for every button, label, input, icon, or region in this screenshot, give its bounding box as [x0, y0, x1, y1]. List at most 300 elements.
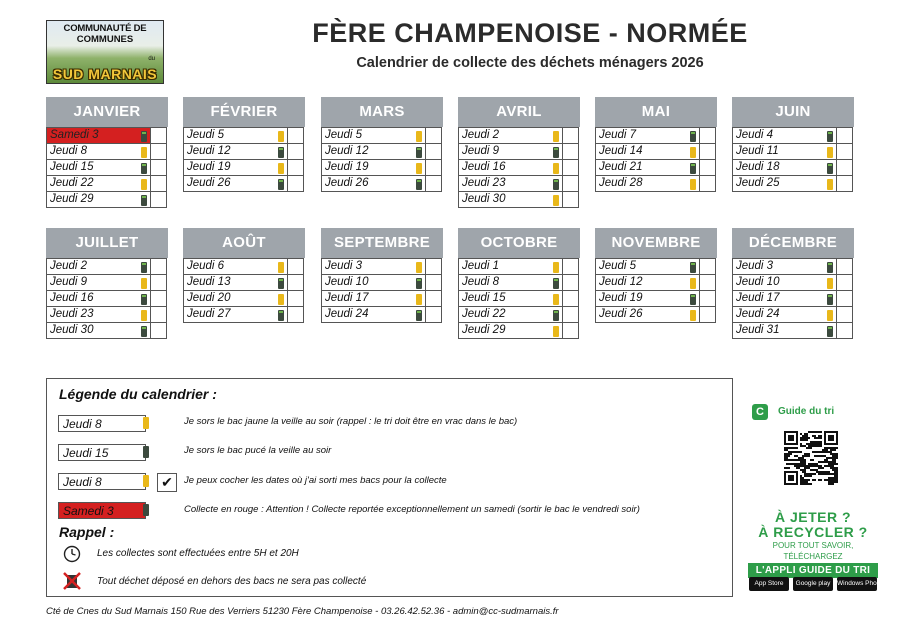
collection-date-label: Jeudi 2 [462, 129, 500, 141]
month-header: FÉVRIER [183, 97, 305, 127]
yellow-bin-icon [827, 310, 833, 321]
collection-date-label: Jeudi 31 [736, 324, 780, 336]
collection-date-label: Jeudi 12 [325, 145, 369, 157]
green-bin-icon [690, 294, 696, 305]
collection-date-cell [459, 259, 563, 275]
collection-date-label: Jeudi 17 [736, 292, 780, 304]
collection-date-cell [459, 192, 563, 208]
rappel-text-dumping: Tout déchet déposé en dehors des bacs ne sera pas collecté [97, 576, 367, 587]
collection-date-cell [596, 128, 700, 144]
collection-row [596, 307, 716, 323]
collection-date-cell [459, 323, 563, 339]
collection-row [733, 275, 853, 291]
legend-date-box-red: Samedi 3 [58, 502, 146, 519]
collection-date-cell [184, 160, 288, 176]
promo-line-4: L'APPLI GUIDE DU TRI [748, 563, 878, 578]
check-box[interactable] [288, 160, 304, 176]
collection-date-label: Jeudi 12 [599, 276, 643, 288]
collection-date-cell [596, 259, 700, 275]
collection-date-cell [459, 128, 563, 144]
check-box[interactable] [837, 307, 853, 323]
yellow-bin-icon [416, 294, 422, 305]
collection-date-cell [596, 176, 700, 192]
collection-date-cell [322, 307, 426, 323]
check-box[interactable] [426, 176, 442, 192]
check-box[interactable] [700, 275, 716, 291]
collection-row [47, 307, 167, 323]
collection-date-label: Jeudi 11 [736, 145, 779, 157]
collection-row [184, 176, 304, 192]
collection-date-cell [184, 128, 288, 144]
page-subtitle: Calendrier de collecte des déchets ménagers 2026 [356, 55, 704, 71]
month-header: JUILLET [46, 228, 168, 258]
green-bin-icon [827, 294, 833, 305]
checkmark-icon[interactable]: ✔ [157, 473, 177, 492]
logo-line-1: COMMUNAUTÉ DE [63, 23, 147, 34]
collection-row [596, 176, 716, 192]
check-box[interactable] [288, 307, 304, 323]
collection-date-cell [459, 160, 563, 176]
check-box[interactable] [151, 192, 167, 208]
check-box[interactable] [288, 275, 304, 291]
collection-row [733, 259, 853, 275]
month-block [732, 228, 854, 339]
check-box[interactable] [151, 259, 167, 275]
collection-date-cell [47, 259, 151, 275]
green-bin-icon [553, 278, 559, 289]
collection-date-label: Jeudi 26 [325, 177, 369, 189]
check-box[interactable] [288, 176, 304, 192]
collection-row [47, 259, 167, 275]
legend-date-box: Jeudi 15 [58, 444, 146, 461]
yellow-bin-icon [416, 163, 422, 174]
collection-date-label: Jeudi 16 [50, 292, 94, 304]
collection-date-cell [596, 144, 700, 160]
collection-row [322, 176, 442, 192]
collection-date-label: Jeudi 29 [50, 193, 94, 205]
check-box[interactable] [700, 128, 716, 144]
collection-date-label: Jeudi 23 [50, 308, 94, 320]
community-logo [46, 20, 164, 84]
check-box[interactable] [837, 144, 853, 160]
collection-row [459, 192, 579, 208]
collection-date-cell [47, 275, 151, 291]
collection-row [47, 144, 167, 160]
collection-date-cell [459, 176, 563, 192]
check-box[interactable] [563, 144, 579, 160]
collection-date-label: Jeudi 22 [462, 308, 506, 320]
promo-line-3: POUR TOUT SAVOIR, TÉLÉCHARGEZ [772, 541, 854, 561]
collection-date-label: Jeudi 16 [462, 161, 506, 173]
collection-date-label: Jeudi 6 [187, 260, 225, 272]
collection-row [459, 128, 579, 144]
collection-date-cell [47, 176, 151, 192]
collection-date-cell [322, 291, 426, 307]
legend-date-box: Jeudi 8 [58, 415, 146, 432]
yellow-bin-icon [690, 278, 696, 289]
page-title: FÈRE CHAMPENOISE - NORMÉE [312, 18, 748, 48]
check-box[interactable] [151, 160, 167, 176]
month-block [458, 228, 580, 339]
app-promo [746, 510, 880, 578]
green-bin-icon [141, 195, 147, 206]
yellow-bin-icon [278, 131, 284, 142]
green-bin-icon [416, 310, 422, 321]
collection-date-label: Jeudi 8 [50, 145, 88, 157]
check-box[interactable] [700, 307, 716, 323]
yellow-bin-icon [553, 326, 559, 337]
green-bin-icon [141, 294, 147, 305]
rappel-text-hours: Les collectes sont effectuées entre 5H et 20H [97, 548, 299, 559]
collection-date-label: Jeudi 28 [599, 177, 643, 189]
collection-row [322, 291, 442, 307]
green-bin-icon [553, 310, 559, 321]
check-box[interactable] [563, 176, 579, 192]
collection-date-label: Jeudi 19 [325, 161, 369, 173]
month-header: AOÛT [183, 228, 305, 258]
collection-date-cell [47, 291, 151, 307]
collection-date-cell [47, 128, 151, 144]
collection-row [459, 176, 579, 192]
green-bin-icon [553, 147, 559, 158]
collection-row [47, 192, 167, 208]
month-header: MAI [595, 97, 717, 127]
yellow-bin-icon [553, 195, 559, 206]
collection-date-label: Jeudi 14 [599, 145, 643, 157]
collection-row [459, 307, 579, 323]
month-block [321, 97, 443, 192]
collection-row [733, 176, 853, 192]
month-header: SEPTEMBRE [321, 228, 443, 258]
check-box[interactable] [151, 176, 167, 192]
check-box[interactable] [563, 307, 579, 323]
green-bin-icon [690, 163, 696, 174]
check-box[interactable] [426, 144, 442, 160]
collection-row [596, 291, 716, 307]
collection-date-cell [596, 307, 700, 323]
check-box[interactable] [563, 160, 579, 176]
rappel-title: Rappel : [59, 524, 115, 540]
green-bin-icon [141, 131, 147, 142]
yellow-bin-icon [141, 310, 147, 321]
legend-text-check: Je peux cocher les dates où j'ai sorti mes bacs pour la collecte [184, 475, 447, 486]
yellow-bin-icon [416, 262, 422, 273]
collection-date-label: Jeudi 9 [462, 145, 500, 157]
collection-date-cell [184, 307, 288, 323]
collection-date-label: Jeudi 24 [325, 308, 369, 320]
green-bin-icon [278, 278, 284, 289]
logo-line-3: du [148, 56, 155, 62]
check-box[interactable] [837, 259, 853, 275]
green-bin-icon [278, 147, 284, 158]
collection-date-cell [184, 176, 288, 192]
collection-date-label: Jeudi 10 [325, 276, 369, 288]
collection-date-label: Jeudi 3 [736, 260, 774, 272]
collection-date-cell [184, 144, 288, 160]
collection-date-cell [459, 291, 563, 307]
yellow-bin-icon [690, 310, 696, 321]
yellow-bin-icon [553, 262, 559, 273]
month-block [595, 228, 717, 323]
collection-row [184, 144, 304, 160]
month-block [46, 228, 168, 339]
collection-date-label: Jeudi 23 [462, 177, 506, 189]
google-play-badge[interactable]: Google play [793, 577, 833, 591]
yellow-bin-icon [278, 262, 284, 273]
collection-date-cell [47, 307, 151, 323]
collection-row [47, 323, 167, 339]
check-box[interactable] [426, 128, 442, 144]
green-bin-icon [827, 326, 833, 337]
check-box[interactable] [700, 259, 716, 275]
collection-row [322, 144, 442, 160]
collection-row [733, 323, 853, 339]
check-box[interactable] [837, 176, 853, 192]
collection-date-cell [596, 275, 700, 291]
app-store-badge[interactable]: App Store [749, 577, 789, 591]
check-box[interactable] [151, 275, 167, 291]
check-box[interactable] [563, 128, 579, 144]
month-header: JUIN [732, 97, 854, 127]
store-badges [749, 577, 884, 591]
check-box[interactable] [288, 291, 304, 307]
collection-date-cell [184, 275, 288, 291]
check-box[interactable] [151, 128, 167, 144]
collection-date-label: Jeudi 13 [187, 276, 231, 288]
collection-row [733, 291, 853, 307]
collection-date-label: Jeudi 5 [325, 129, 363, 141]
check-box[interactable] [151, 144, 167, 160]
check-box[interactable] [563, 275, 579, 291]
collection-date-label: Jeudi 26 [599, 308, 643, 320]
legend-date-box: Jeudi 8 [58, 473, 146, 490]
collection-date-label: Jeudi 8 [462, 276, 500, 288]
collection-row [322, 259, 442, 275]
green-bin-icon [827, 131, 833, 142]
collection-date-cell [733, 176, 837, 192]
month-block [732, 97, 854, 192]
check-box[interactable] [700, 176, 716, 192]
yellow-bin-icon [553, 294, 559, 305]
check-box[interactable] [837, 160, 853, 176]
collection-row [596, 128, 716, 144]
legend-panel [46, 378, 733, 597]
check-box[interactable] [426, 291, 442, 307]
promo-line-2: À RECYCLER ? [758, 524, 868, 540]
collection-date-cell [459, 307, 563, 323]
collection-date-label: Jeudi 9 [50, 276, 88, 288]
month-block [321, 228, 443, 323]
month-header: MARS [321, 97, 443, 127]
collection-row [596, 259, 716, 275]
check-box[interactable] [563, 259, 579, 275]
green-bin-icon [141, 262, 147, 273]
check-box[interactable] [837, 275, 853, 291]
promo-line-1: À JETER ? [774, 509, 852, 525]
collection-date-label: Jeudi 10 [736, 276, 780, 288]
windows-phone-badge[interactable]: Windows Phone [837, 577, 877, 591]
green-bin-icon [416, 179, 422, 190]
check-box[interactable] [837, 323, 853, 339]
legend-title: Légende du calendrier : [59, 386, 217, 402]
collection-date-cell [322, 275, 426, 291]
yellow-bin-icon [141, 278, 147, 289]
collection-date-cell [47, 323, 151, 339]
collection-row [47, 176, 167, 192]
collection-row [459, 144, 579, 160]
yellow-bin-icon [827, 278, 833, 289]
collection-row [184, 307, 304, 323]
collection-date-cell [322, 160, 426, 176]
collection-row [184, 275, 304, 291]
collection-row [459, 275, 579, 291]
month-block [183, 228, 305, 323]
collection-date-label: Jeudi 30 [462, 193, 506, 205]
collection-date-cell [184, 259, 288, 275]
check-box[interactable] [700, 144, 716, 160]
guide-du-tri-icon: C [752, 404, 768, 420]
collection-row [322, 307, 442, 323]
collection-date-cell [184, 291, 288, 307]
collection-date-label: Jeudi 18 [736, 161, 780, 173]
legend-text-green: Je sors le bac pucé la veille au soir [184, 445, 332, 456]
check-box[interactable] [288, 144, 304, 160]
yellow-bin-icon [143, 417, 149, 429]
no-dumping-icon [63, 572, 81, 590]
collection-date-label: Jeudi 4 [736, 129, 774, 141]
check-box[interactable] [563, 192, 579, 208]
collection-date-cell [459, 144, 563, 160]
green-bin-icon [690, 131, 696, 142]
month-header: JANVIER [46, 97, 168, 127]
collection-date-cell [733, 144, 837, 160]
collection-row [733, 160, 853, 176]
collection-date-cell [47, 160, 151, 176]
collection-date-label: Jeudi 2 [50, 260, 88, 272]
collection-date-label: Jeudi 3 [325, 260, 363, 272]
collection-date-cell [322, 259, 426, 275]
collection-date-cell [596, 291, 700, 307]
green-bin-icon [690, 262, 696, 273]
collection-date-cell [733, 259, 837, 275]
check-box[interactable] [426, 160, 442, 176]
green-bin-icon [141, 163, 147, 174]
yellow-bin-icon [553, 163, 559, 174]
check-box[interactable] [426, 307, 442, 323]
collection-row [733, 307, 853, 323]
collection-row [47, 291, 167, 307]
collection-date-label: Jeudi 1 [462, 260, 500, 272]
collection-row [459, 259, 579, 275]
month-header: OCTOBRE [458, 228, 580, 258]
collection-date-cell [733, 160, 837, 176]
yellow-bin-icon [141, 179, 147, 190]
collection-date-cell [733, 128, 837, 144]
yellow-bin-icon [278, 163, 284, 174]
collection-date-label: Jeudi 21 [599, 161, 643, 173]
green-bin-icon [553, 179, 559, 190]
collection-date-cell [733, 275, 837, 291]
green-bin-icon [416, 278, 422, 289]
collection-date-label: Jeudi 26 [187, 177, 231, 189]
month-block [595, 97, 717, 192]
check-box[interactable] [426, 259, 442, 275]
green-bin-icon [141, 326, 147, 337]
check-box[interactable] [563, 291, 579, 307]
legend-text-yellow: Je sors le bac jaune la veille au soir (rappel : le tri doit être en vrac dans le bac) [184, 416, 518, 427]
check-box[interactable] [151, 291, 167, 307]
qr-code[interactable] [784, 431, 838, 485]
collection-row [596, 160, 716, 176]
green-bin-icon [827, 163, 833, 174]
logo-line-2: COMMUNES [76, 34, 134, 45]
collection-date-label: Jeudi 15 [462, 292, 506, 304]
collection-row [459, 160, 579, 176]
collection-date-label: Jeudi 27 [187, 308, 231, 320]
collection-date-label: Jeudi 19 [187, 161, 231, 173]
yellow-bin-icon [690, 179, 696, 190]
collection-row [47, 275, 167, 291]
collection-date-label: Jeudi 19 [599, 292, 643, 304]
check-box[interactable] [700, 291, 716, 307]
check-box[interactable] [837, 128, 853, 144]
green-bin-icon [143, 446, 149, 458]
collection-row [47, 160, 167, 176]
collection-date-label: Jeudi 30 [50, 324, 94, 336]
collection-date-label: Jeudi 20 [187, 292, 231, 304]
check-box[interactable] [700, 160, 716, 176]
check-box[interactable] [151, 307, 167, 323]
month-header: DÉCEMBRE [732, 228, 854, 258]
collection-row [733, 144, 853, 160]
collection-row [322, 160, 442, 176]
collection-row [47, 128, 167, 144]
collection-row [184, 291, 304, 307]
collection-row [184, 259, 304, 275]
collection-row [459, 291, 579, 307]
check-box[interactable] [288, 259, 304, 275]
logo-line-4: SUD MARNAIS [52, 66, 158, 82]
yellow-bin-icon [141, 147, 147, 158]
guide-du-tri-badge[interactable] [752, 404, 852, 420]
yellow-bin-icon [143, 475, 149, 487]
guide-du-tri-label: Guide du tri [778, 406, 835, 417]
collection-date-label: Jeudi 29 [462, 324, 506, 336]
collection-row [596, 144, 716, 160]
legend-text-exception: Collecte en rouge : Attention ! Collecte reportée exceptionnellement un samedi (sortir le bac le vendredi soir) [184, 504, 640, 515]
yellow-bin-icon [690, 147, 696, 158]
collection-date-cell [322, 128, 426, 144]
month-header: AVRIL [458, 97, 580, 127]
check-box[interactable] [151, 323, 167, 339]
footer-contact: Cté de Cnes du Sud Marnais 150 Rue des Verriers 51230 Fère Champenoise - 03.26.42.52.36 - admin@cc-sudmarnais.fr [46, 606, 559, 617]
collection-date-cell [733, 291, 837, 307]
check-box[interactable] [426, 275, 442, 291]
month-block [183, 97, 305, 192]
yellow-bin-icon [553, 131, 559, 142]
green-bin-icon [827, 262, 833, 273]
check-box[interactable] [837, 291, 853, 307]
collection-row [184, 160, 304, 176]
collection-date-cell [322, 176, 426, 192]
collection-row [322, 275, 442, 291]
collection-date-cell [733, 323, 837, 339]
check-box[interactable] [288, 128, 304, 144]
collection-date-cell [47, 144, 151, 160]
collection-row [733, 128, 853, 144]
green-bin-icon [278, 310, 284, 321]
check-box[interactable] [563, 323, 579, 339]
